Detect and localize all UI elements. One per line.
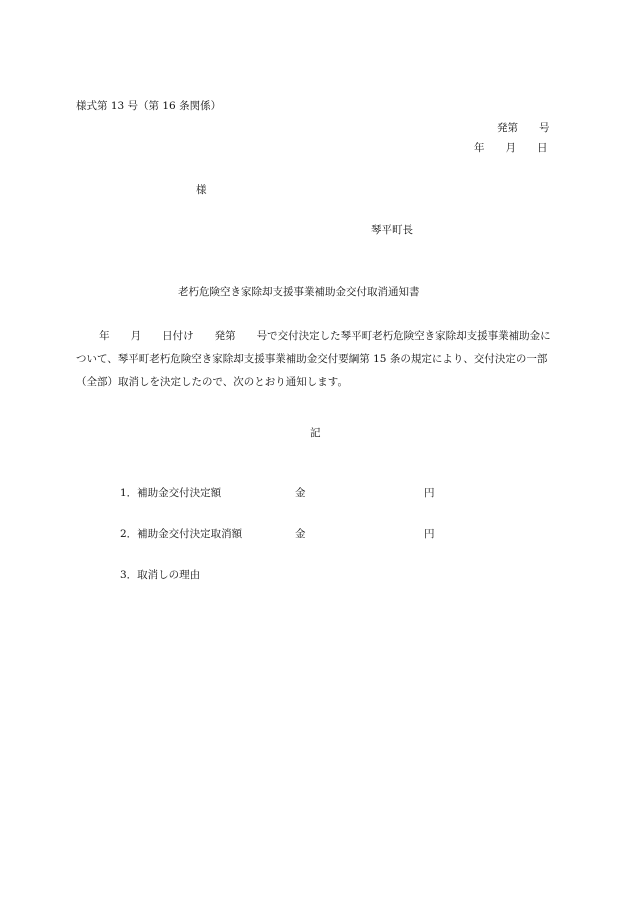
issue-number: 発第 号 bbox=[497, 122, 550, 134]
item-label-decision-amount: 1．補助金交付決定額 bbox=[120, 487, 222, 499]
item-amount-prefix: 金 bbox=[295, 487, 306, 499]
item-amount-prefix: 金 bbox=[295, 528, 306, 540]
issuer-name: 琴平町長 bbox=[371, 224, 413, 236]
item-amount-unit: 円 bbox=[424, 528, 435, 540]
body-paragraph: 年 月 日付け 発第 号で交付決定した琴平町老朽危険空き家除却支援事業補助金について、琴平町老朽危険空き家除却支援事業補助金交付要綱第 15 条の規定により、交付決定の一部（全部）取消しを決定したので、次のとおり通知します。 bbox=[76, 330, 551, 388]
ki-heading: 記 bbox=[310, 427, 321, 439]
issue-date: 年 月 日 bbox=[474, 142, 548, 154]
item-label-cancel-amount: 2．補助金交付決定取消額 bbox=[120, 528, 243, 540]
addressee-honorific: 様 bbox=[196, 184, 207, 196]
form-number: 様式第 13 号（第 16 条関係） bbox=[76, 100, 222, 112]
document-title: 老朽危険空き家除却支援事業補助金交付取消通知書 bbox=[178, 286, 420, 298]
item-label-cancel-reason: 3．取消しの理由 bbox=[120, 569, 201, 581]
item-amount-unit: 円 bbox=[424, 487, 435, 499]
